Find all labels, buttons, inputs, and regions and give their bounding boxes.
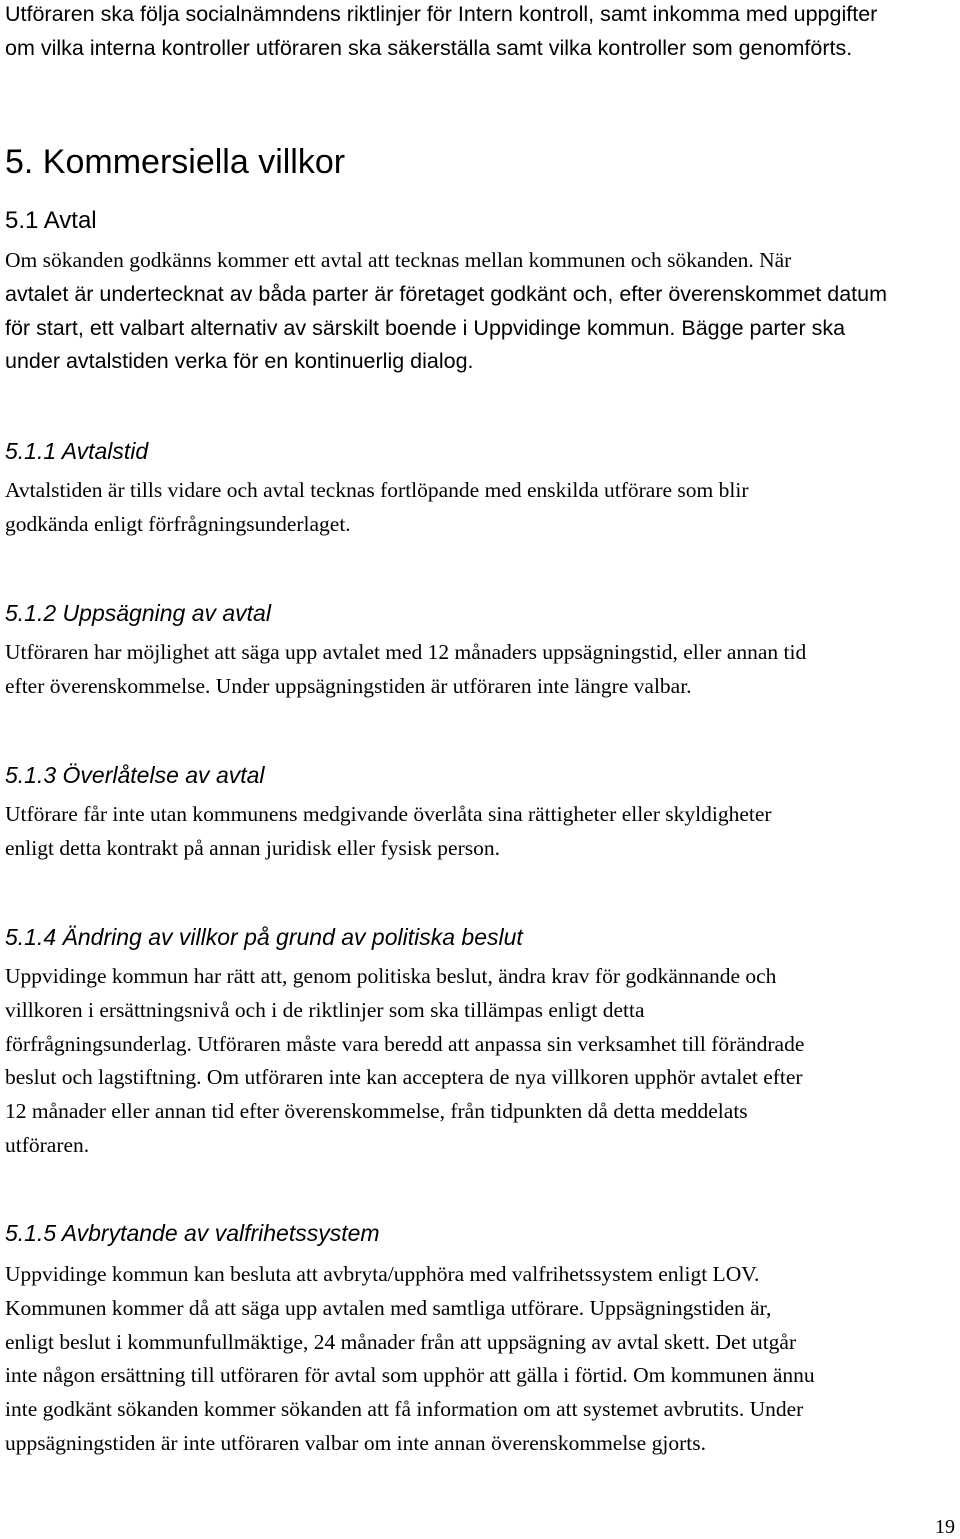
- paragraph-line: villkoren i ersättningsnivå och i de riktlinjer som ska tillämpas enligt detta: [5, 997, 645, 1022]
- intro-line: om vilka interna kontroller utföraren ska säkerställa samt vilka kontroller som genomförts.: [5, 35, 853, 60]
- paragraph-line: Om sökanden godkänns kommer ett avtal att tecknas mellan kommunen och sökanden. När: [5, 248, 792, 272]
- section-5-1-paragraph: [5, 244, 955, 379]
- paragraph-line: utföraren.: [5, 1132, 90, 1157]
- paragraph-line: inte godkänt sökanden kommer sökanden att få information om att systemet avbrutits. Under: [5, 1397, 804, 1422]
- paragraph-line: enligt beslut i kommunfullmäktige, 24 månader från att uppsägning av avtal skett. Det utgår: [5, 1329, 797, 1354]
- section-heading-5-1-2: 5.1.2 Uppsägning av avtal: [5, 600, 271, 626]
- section-heading-5: 5. Kommersiella villkor: [5, 143, 346, 181]
- paragraph-line: Uppvidinge kommun har rätt att, genom politiska beslut, ändra krav för godkännande och: [5, 964, 777, 988]
- paragraph-line: Utförare får inte utan kommunens medgivande överlåta sina rättigheter eller skyldigheter: [5, 802, 772, 826]
- paragraph-line: Uppvidinge kommun kan besluta att avbryta/upphöra med valfrihetssystem enligt LOV.: [5, 1262, 760, 1286]
- paragraph-line: inte någon ersättning till utföraren för avtal som upphör att gälla i förtid. Om kommunen ännu: [5, 1363, 815, 1388]
- paragraph-line: godkända enligt förfrågningsunderlaget.: [5, 511, 351, 536]
- paragraph-line: avtalet är undertecknat av båda parter är företaget godkänt och, efter överenskommet datum: [5, 281, 888, 306]
- section-heading-5-1-4: 5.1.4 Ändring av villkor på grund av politiska beslut: [5, 924, 523, 950]
- paragraph-line: Utföraren har möjlighet att säga upp avtalet med 12 månaders uppsägningstid, eller annan tid: [5, 640, 807, 664]
- paragraph-line: beslut och lagstiftning. Om utföraren inte kan acceptera de nya villkoren upphör avtalet efter: [5, 1065, 803, 1090]
- paragraph-line: för start, ett valbart alternativ av särskilt boende i Uppvidinge kommun. Bägge parter ska: [5, 315, 846, 340]
- paragraph-line: Kommunen kommer då att säga upp avtalen med samtliga utförare. Uppsägningstiden är,: [5, 1295, 772, 1320]
- section-5-1-2-paragraph: [5, 636, 955, 704]
- intro-paragraph: [5, 0, 955, 66]
- paragraph-line: efter överenskommelse. Under uppsägningstiden är utföraren inte längre valbar.: [5, 673, 692, 698]
- paragraph-line: förfrågningsunderlag. Utföraren måste vara beredd att anpassa sin verksamhet till förändrade: [5, 1031, 805, 1056]
- section-heading-5-1-3: 5.1.3 Överlåtelse av avtal: [5, 762, 265, 788]
- paragraph-line: Avtalstiden är tills vidare och avtal tecknas fortlöpande med enskilda utförare som blir: [5, 478, 749, 502]
- section-heading-5-1-1: 5.1.1 Avtalstid: [5, 438, 149, 464]
- section-5-1-4-paragraph: [5, 960, 955, 1163]
- paragraph-line: enligt detta kontrakt på annan juridisk eller fysisk person.: [5, 835, 500, 860]
- paragraph-line: uppsägningstiden är inte utföraren valbar om inte annan överenskommelse gjorts.: [5, 1430, 706, 1455]
- section-5-1-1-paragraph: [5, 474, 955, 542]
- paragraph-line: under avtalstiden verka för en kontinuerlig dialog.: [5, 349, 474, 374]
- section-5-1-5-paragraph: [5, 1258, 955, 1461]
- page-number: 19: [935, 1516, 955, 1538]
- section-5-1-3-paragraph: [5, 798, 955, 866]
- section-heading-5-1: 5.1 Avtal: [5, 207, 97, 234]
- section-heading-5-1-5: 5.1.5 Avbrytande av valfrihetssystem: [5, 1220, 380, 1246]
- intro-line: Utföraren ska följa socialnämndens riktlinjer för Intern kontroll, samt inkomma med uppgifter: [5, 2, 878, 26]
- paragraph-line: 12 månader eller annan tid efter överenskommelse, från tidpunkten då detta meddelats: [5, 1099, 748, 1124]
